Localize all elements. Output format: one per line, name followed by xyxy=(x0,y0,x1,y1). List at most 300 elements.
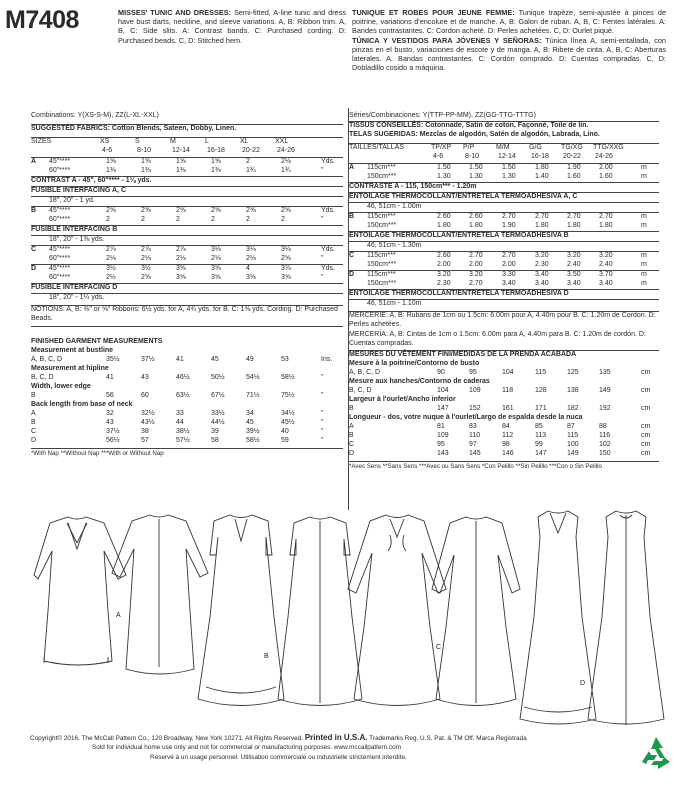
measurement-value: 60 xyxy=(141,392,149,399)
yardage-value: 3⅝ xyxy=(211,274,221,281)
unit: m xyxy=(641,213,647,220)
yardage-row xyxy=(31,176,348,185)
interfacing-heading: FUSIBLE INTERFACING B xyxy=(31,226,118,233)
yardage-value: 2 xyxy=(141,216,145,223)
yardage-value: 1.80 xyxy=(567,222,581,229)
footnote-text: *Avec Sens **Sans Sens ***Avec ou Sans Sens *Con Pelillo **Sin Pelillo ***Con o Sin Pelillo xyxy=(349,463,602,470)
measurement-value: 95 xyxy=(437,441,445,448)
fabric-width: 150cm*** xyxy=(367,280,397,287)
measurement-value: 99 xyxy=(535,441,543,448)
yardage-row xyxy=(31,254,348,263)
yardage-row xyxy=(31,157,348,166)
finished-measurements-title: MESURES DU VÊTEMENT FINI/MEDIDAS DE LA PRENDA ACABADA xyxy=(349,351,577,358)
yardage-row xyxy=(31,273,348,282)
yardage-row xyxy=(349,212,662,221)
unit: m xyxy=(641,271,647,278)
fabric-width: 150cm*** xyxy=(367,261,397,268)
yardage-value: 1.80 xyxy=(599,222,613,229)
measurement-row xyxy=(349,440,662,449)
yardage-value: 2.60 xyxy=(437,213,451,220)
measurement-row xyxy=(349,422,662,431)
unit: m xyxy=(641,252,647,259)
yardage-row xyxy=(349,172,662,181)
size-name: S xyxy=(135,138,140,145)
measurement-value: 57 xyxy=(141,437,149,444)
size-numbers-row xyxy=(31,146,348,155)
view-d-front-illustration xyxy=(520,511,596,724)
unit: cm xyxy=(641,441,651,448)
yardage-value: 3.20 xyxy=(567,252,581,259)
yardage-value: 2.60 xyxy=(437,252,451,259)
yardage-row xyxy=(31,245,348,254)
size-name: XS xyxy=(100,138,110,145)
measurement-value: 33 xyxy=(176,410,184,417)
measurement-value: 182 xyxy=(567,405,579,412)
yardage-value: 3.30 xyxy=(502,271,516,278)
measurement-value: 44½ xyxy=(211,419,225,426)
yardage-row xyxy=(349,299,662,308)
yardage-value: 3.20 xyxy=(469,271,483,278)
measurement-value: 112 xyxy=(502,432,514,439)
yardage-value: 2⅛ xyxy=(281,158,291,165)
view-letter: C xyxy=(349,252,355,259)
french-spanish-description xyxy=(352,8,666,72)
measurement-row xyxy=(31,373,348,382)
view-letter: D xyxy=(349,271,355,278)
measurement-value: 87 xyxy=(567,423,575,430)
unit: " xyxy=(321,167,324,174)
yardage-value: 2.70 xyxy=(502,252,516,259)
measurement-value: 104 xyxy=(437,387,449,394)
size-numbers-row xyxy=(349,152,662,161)
measurement-value: 33½ xyxy=(211,410,225,417)
measurement-value: 104 xyxy=(502,369,514,376)
measurement-value: 44 xyxy=(176,419,184,426)
measurement-heading: Width, lower edge xyxy=(31,383,91,390)
view-letter: B, C, D xyxy=(31,374,54,381)
size-number: 20-22 xyxy=(242,147,260,154)
yardage-value: 2⅝ xyxy=(281,255,291,262)
fabric-width: 60"**** xyxy=(49,255,71,262)
view-letter: B, C, D xyxy=(349,387,372,394)
yardage-value: 2⅝ xyxy=(141,207,151,214)
yardage-row xyxy=(31,225,348,234)
fabric-width: 46, 51cm - 1.00m xyxy=(367,203,422,210)
yardage-value: 1⅝ xyxy=(141,158,151,165)
view-letter: B xyxy=(31,207,37,214)
copyright-text: Copyright© 2016, The McCall Pattern Co., 120 Broadway, New York 10271. All Rights Reserved. xyxy=(30,735,304,742)
size-number: 8-10 xyxy=(465,153,480,160)
view-letter: A xyxy=(349,423,354,430)
interfacing-heading: FUSIBLE INTERFACING D xyxy=(31,284,118,291)
measurement-value: 109 xyxy=(469,387,481,394)
yardage-value: 3.20 xyxy=(599,252,613,259)
contrast-yardage: CONTRASTE A - 115, 150cm*** - 1.20m xyxy=(349,183,477,190)
yardage-value: 1⅝ xyxy=(211,158,221,165)
size-name: TTG/XXG xyxy=(593,144,624,151)
yardage-value: 1.50 xyxy=(437,164,451,171)
yardage-value: 1.80 xyxy=(437,222,451,229)
view-letter: C xyxy=(349,441,355,448)
size-number: 4-6 xyxy=(102,147,113,154)
yardage-value: 1⅜ xyxy=(106,167,116,174)
view-letter: B xyxy=(349,432,354,439)
yardage-value: 3⅛ xyxy=(246,246,256,253)
yardage-value: 3⅝ xyxy=(281,274,291,281)
measurement-row xyxy=(31,418,348,427)
measurement-heading: Measurement at bustline xyxy=(31,347,114,354)
measurement-value: 147 xyxy=(535,450,547,457)
size-number: 12-14 xyxy=(172,147,190,154)
yardage-value: 2.40 xyxy=(599,261,613,268)
yardage-value: 3.40 xyxy=(535,271,549,278)
garment-illustrations xyxy=(20,507,670,729)
yardage-value: 1.80 xyxy=(535,222,549,229)
yardage-value: 2⅞ xyxy=(176,246,186,253)
unit: m xyxy=(641,261,647,268)
yardage-value: 1.50 xyxy=(469,164,483,171)
yardage-value: 2⅞ xyxy=(141,246,151,253)
measurement-value: 45 xyxy=(246,419,254,426)
yardage-row xyxy=(349,182,662,191)
suggested-fabrics-text: SUGGESTED FABRICS: Cotton Blends, Sateen, Dobby, Linen. xyxy=(31,125,237,132)
interfacing-heading: ENTOILAGE THERMOCOLLANT/ENTRETELA TERMOADHESIVA B xyxy=(349,232,569,239)
measurement-value: 37½ xyxy=(141,356,155,363)
yardage-value: 3.20 xyxy=(535,252,549,259)
yardage-row xyxy=(31,196,348,205)
measurement-value: 34½ xyxy=(281,410,295,417)
measurement-value: 75½ xyxy=(281,392,295,399)
fabric-width: 18", 20" - 1 yd. xyxy=(49,197,95,204)
measurement-value: 50½ xyxy=(211,374,225,381)
interfacing-heading: ENTOILAGE THERMOCOLLANT/ENTRETELA TERMOADHESIVA D xyxy=(349,290,569,297)
measurement-value: 34 xyxy=(246,410,254,417)
yardage-row xyxy=(349,163,662,172)
measurement-value: 83 xyxy=(469,423,477,430)
measurement-value: 43 xyxy=(106,419,114,426)
measurement-value: 58½ xyxy=(246,437,260,444)
view-a-back-illustration xyxy=(112,515,208,674)
yardage-value: 1⅜ xyxy=(211,167,221,174)
yardage-value: 2⅝ xyxy=(281,207,291,214)
fabric-width: 115cm*** xyxy=(367,164,396,171)
size-name: G/G xyxy=(529,144,542,151)
yardage-value: 2⅛ xyxy=(176,255,186,262)
measurement-value: 43 xyxy=(141,374,149,381)
size-name: P/P xyxy=(463,144,475,151)
view-letter: D xyxy=(349,450,355,457)
yardage-row xyxy=(31,235,348,244)
yardage-value: 2⅛ xyxy=(106,255,116,262)
yardage-value: 3.40 xyxy=(599,280,613,287)
measurement-value: 85 xyxy=(535,423,543,430)
yardage-value: 1.90 xyxy=(502,222,516,229)
yardage-row xyxy=(31,166,348,175)
sizes-header-row xyxy=(349,143,662,152)
yardage-value: 3.40 xyxy=(502,280,516,287)
fabric-width: 60"**** xyxy=(49,274,71,281)
view-letter: A, B, C, D xyxy=(31,356,63,363)
measurement-value: 118 xyxy=(502,387,514,394)
unit: cm xyxy=(641,369,651,376)
measurement-value: 45 xyxy=(211,356,219,363)
yardage-row xyxy=(349,221,662,230)
size-name: M xyxy=(170,138,176,145)
measurement-value: 115 xyxy=(535,369,547,376)
printed-in-usa: Printed in U.S.A. xyxy=(304,733,368,742)
yardage-value: 2.00 xyxy=(599,164,613,171)
combinations-text: Combinations: Y(XS-S-M), ZZ(L-XL-XXL) xyxy=(31,112,159,119)
french-body: Tunique trapèze, semi-ajustée à pinces de poitrine, variations d'encolure et de manche. A, B: Galon de ruban. A, B, C: Fentes latérales. A: Bandes contrastantes. C: Cordon acheté. D: Perles achetées. C, D: Ourlet piqué. xyxy=(352,8,667,36)
size-number: 20-22 xyxy=(563,153,581,160)
yardage-value: 2.30 xyxy=(535,261,549,268)
view-letter: D xyxy=(31,265,37,272)
yardage-value: 3.40 xyxy=(567,280,581,287)
measurement-value: 146 xyxy=(502,450,514,457)
yardage-value: 2 xyxy=(176,216,180,223)
measurement-value: 57½ xyxy=(176,437,190,444)
unit: Ins. xyxy=(321,356,333,363)
measurement-value: 171 xyxy=(535,405,547,412)
fabric-width: 115cm*** xyxy=(367,252,396,259)
merceria-text: MERCERÍA: A, B: Cintas de 1cm o 1.5cm: 6.00m para A, 4.40m para B. C: 1.20m de cordón. D: Cuentas compradas. xyxy=(349,331,646,347)
measurement-value: 135 xyxy=(599,369,611,376)
measurement-value: 149 xyxy=(599,387,611,394)
measurement-value: 67½ xyxy=(211,392,225,399)
yardage-row xyxy=(349,251,662,260)
sizes-label: SIZES xyxy=(31,138,52,145)
yardage-value: 2.60 xyxy=(469,213,483,220)
english-description xyxy=(118,8,346,45)
sizes-label: TAILLES/TALLAS xyxy=(349,144,404,151)
fabric-width: 46, 51cm - 1.10m xyxy=(367,300,422,307)
view-c-label: C xyxy=(436,644,442,651)
measurement-value: 109 xyxy=(437,432,449,439)
size-number: 24-26 xyxy=(277,147,295,154)
yardage-row xyxy=(31,293,348,302)
yardage-value: 1.30 xyxy=(502,173,516,180)
unit: " xyxy=(321,410,324,417)
footer xyxy=(0,734,691,794)
yardage-value: 2⅝ xyxy=(211,207,221,214)
contrast-yardage: CONTRAST A - 45", 60"**** - 1⅛ yds. xyxy=(31,177,152,184)
fabric-width: 45"**** xyxy=(49,207,71,214)
tissus-conseilles-text: TISSUS CONSEILLÉS: Cotonnade, Satin de coton, Façonné, Toile de lin. xyxy=(349,122,589,129)
view-c-front-illustration xyxy=(348,515,446,706)
measurement-value: 116 xyxy=(599,432,611,439)
measurement-value: 32½ xyxy=(141,410,155,417)
view-d-back-illustration xyxy=(588,511,664,725)
view-letter: A xyxy=(31,410,36,417)
yardage-value: 2⅝ xyxy=(141,274,151,281)
reserve-usage-text: Réservé à un usage personnel. Utilisation commerciale ou industrielle strictement interdite. xyxy=(150,754,407,761)
pattern-number: M7408 xyxy=(5,6,79,34)
unit: " xyxy=(321,216,324,223)
measurement-value: 38 xyxy=(141,428,149,435)
measurement-value: 143 xyxy=(437,450,449,457)
unit: " xyxy=(321,255,324,262)
measurement-row xyxy=(31,355,348,364)
yardage-value: 3⅝ xyxy=(211,265,221,272)
yardage-value: 2 xyxy=(106,216,110,223)
yardage-value: 1.30 xyxy=(437,173,451,180)
yardage-value: 3½ xyxy=(106,265,116,272)
measurement-value: 71½ xyxy=(246,392,260,399)
yardage-value: 2⅛ xyxy=(211,255,221,262)
measurement-value: 152 xyxy=(469,405,481,412)
size-number: 12-14 xyxy=(498,153,516,160)
measurement-value: 81 xyxy=(437,423,445,430)
measurement-heading: Mesure à la poitrine/Contorno de busto xyxy=(349,360,480,367)
fabric-width: 115cm*** xyxy=(367,271,396,278)
fabric-width: 45"**** xyxy=(49,158,71,165)
size-name: XXL xyxy=(275,138,289,145)
measurement-value: 84 xyxy=(502,423,510,430)
fabric-width: 150cm*** xyxy=(367,222,397,229)
yardage-value: 3.70 xyxy=(599,271,613,278)
view-c-back-illustration xyxy=(432,517,520,706)
measurement-value: 39 xyxy=(211,428,219,435)
measurement-value: 35½ xyxy=(106,356,120,363)
view-letter: A, B, C, D xyxy=(349,369,381,376)
measurement-value: 138 xyxy=(567,387,579,394)
yardage-value: 2.00 xyxy=(469,261,483,268)
fabric-width: 150cm*** xyxy=(367,173,397,180)
copyright-line xyxy=(30,734,527,743)
fabric-width: 18", 20" - 1¼ yds. xyxy=(49,294,105,301)
english-title: MISSES' TUNIC AND DRESSES: xyxy=(118,8,232,17)
yardage-value: 2.30 xyxy=(437,280,451,287)
measurement-value: 38½ xyxy=(176,428,190,435)
notions-text: NOTIONS: A, B: ⅜" or ⅝" Ribbons: 6½ yds. for A, 4¾ yds. for B. C: 1⅜ yds. Cording. D: Purchased Beads. xyxy=(31,306,338,322)
interfacing-heading: FUSIBLE INTERFACING A, C xyxy=(31,187,127,194)
yardage-value: 1.50 xyxy=(502,164,516,171)
measurement-value: 192 xyxy=(599,405,611,412)
yardage-value: 3⅝ xyxy=(246,274,256,281)
measurement-value: 59 xyxy=(281,437,289,444)
yardage-row xyxy=(349,192,662,201)
yardage-value: 2⅛ xyxy=(246,255,256,262)
yardage-value: 2 xyxy=(246,216,250,223)
unit: cm xyxy=(641,423,651,430)
view-letter: A xyxy=(349,164,355,171)
measurement-row xyxy=(349,404,662,413)
yardage-value: 2⅞ xyxy=(106,246,116,253)
sold-for-home-use-text: Sold for individual home use only and not for commercial or manufacturing purposes. www.mccallpattern.com xyxy=(92,744,402,751)
yardage-row xyxy=(349,289,662,298)
measurement-value: 54½ xyxy=(246,374,260,381)
measurement-value: 58 xyxy=(211,437,219,444)
measurement-value: 39½ xyxy=(246,428,260,435)
measurement-value: 149 xyxy=(567,450,579,457)
mercerie-text: MERCERIE: A, B: Rubans de 1cm ou 1.5cm: 6.00m pour A, 4.40m pour B. C: 1.20m de Cordon. D: Perles achetées. xyxy=(349,312,656,328)
measurement-value: 58½ xyxy=(281,374,295,381)
yardage-value: 1.30 xyxy=(469,173,483,180)
yardage-value: 2.70 xyxy=(469,280,483,287)
measurement-value: 102 xyxy=(599,441,611,448)
yardage-row xyxy=(31,206,348,215)
measurement-row xyxy=(31,409,348,418)
size-name: XL xyxy=(240,138,249,145)
unit: cm xyxy=(641,432,651,439)
measurement-row xyxy=(31,436,348,445)
measurement-value: 110 xyxy=(469,432,481,439)
view-b-label: B xyxy=(264,653,269,660)
unit: m xyxy=(641,280,647,287)
yardage-value: 2.00 xyxy=(502,261,516,268)
measurement-value: 43½ xyxy=(141,419,155,426)
measurement-heading: Longueur - dos, votre nuque à l'ourlet/Largo de espalda desde la nuca xyxy=(349,414,583,421)
yardage-value: 2.70 xyxy=(469,252,483,259)
view-d-label: D xyxy=(580,680,586,687)
footnote-text: *With Nap **Without Nap ***With or Without Nap xyxy=(31,450,164,457)
measurement-value: 145 xyxy=(469,450,481,457)
telas-sugeridas-text: TELAS SUGERIDAS: Mezclas de algodón, Satén de algodón, Labrada, Lino. xyxy=(349,131,600,138)
finished-measurements-title: FINISHED GARMENT MEASUREMENTS xyxy=(31,338,163,345)
measurement-value: 49 xyxy=(246,356,254,363)
yardage-value: 2.70 xyxy=(567,213,581,220)
size-name: M/M xyxy=(496,144,510,151)
size-name: TP/XP xyxy=(431,144,452,151)
yardage-value: 1.60 xyxy=(599,173,613,180)
measurement-value: 46½ xyxy=(176,374,190,381)
view-letter: B xyxy=(349,213,355,220)
unit: " xyxy=(321,392,324,399)
measurement-value: 40 xyxy=(281,428,289,435)
yardage-value: 2⅝ xyxy=(246,207,256,214)
french-title: TUNIQUE ET ROBES POUR JEUNE FEMME: xyxy=(352,8,515,17)
view-letter: A xyxy=(31,158,37,165)
yardage-value: 1.80 xyxy=(535,164,549,171)
yardage-value: 2 xyxy=(211,216,215,223)
unit: cm xyxy=(641,387,651,394)
unit: " xyxy=(321,428,324,435)
fabric-width: 45"**** xyxy=(49,265,71,272)
yardage-value: 1.90 xyxy=(567,164,581,171)
unit: Yds. xyxy=(321,265,336,272)
unit: Yds. xyxy=(321,158,336,165)
unit: " xyxy=(321,274,324,281)
yardage-value: 1.80 xyxy=(469,222,483,229)
measurement-row xyxy=(349,368,662,377)
measurement-heading: Mesure aux hanches/Contorno de caderas xyxy=(349,378,490,385)
measurement-heading: Measurement at hipline xyxy=(31,365,109,372)
view-a-label: A xyxy=(116,612,121,619)
yardage-value: 1⅝ xyxy=(106,158,116,165)
yardage-value: 1⅜ xyxy=(176,167,186,174)
yardage-value: 2.70 xyxy=(535,213,549,220)
measurement-value: 41 xyxy=(106,374,114,381)
yardage-value: 3⅛ xyxy=(211,246,221,253)
size-number: 8-10 xyxy=(137,147,152,154)
spanish-title: TÚNICA Y VESTIDOS PARA JÓVENES Y SEÑORAS: xyxy=(352,35,542,45)
measurement-value: 113 xyxy=(535,432,547,439)
fabric-width: 60"**** xyxy=(49,167,71,174)
measurement-row xyxy=(31,391,348,400)
measurement-value: 63½ xyxy=(176,392,190,399)
measurement-value: 125 xyxy=(567,369,579,376)
measurement-value: 56 xyxy=(106,392,114,399)
fabric-width: 46, 51cm - 1.30m xyxy=(367,242,422,249)
measurement-row xyxy=(349,431,662,440)
measurement-value: 150 xyxy=(599,450,611,457)
yardage-value: 2 xyxy=(246,158,250,165)
yardage-row xyxy=(31,283,348,292)
measurement-value: 41 xyxy=(176,356,184,363)
unit: cm xyxy=(641,405,651,412)
view-letter: B xyxy=(349,405,354,412)
yardage-value: 2⅛ xyxy=(141,255,151,262)
